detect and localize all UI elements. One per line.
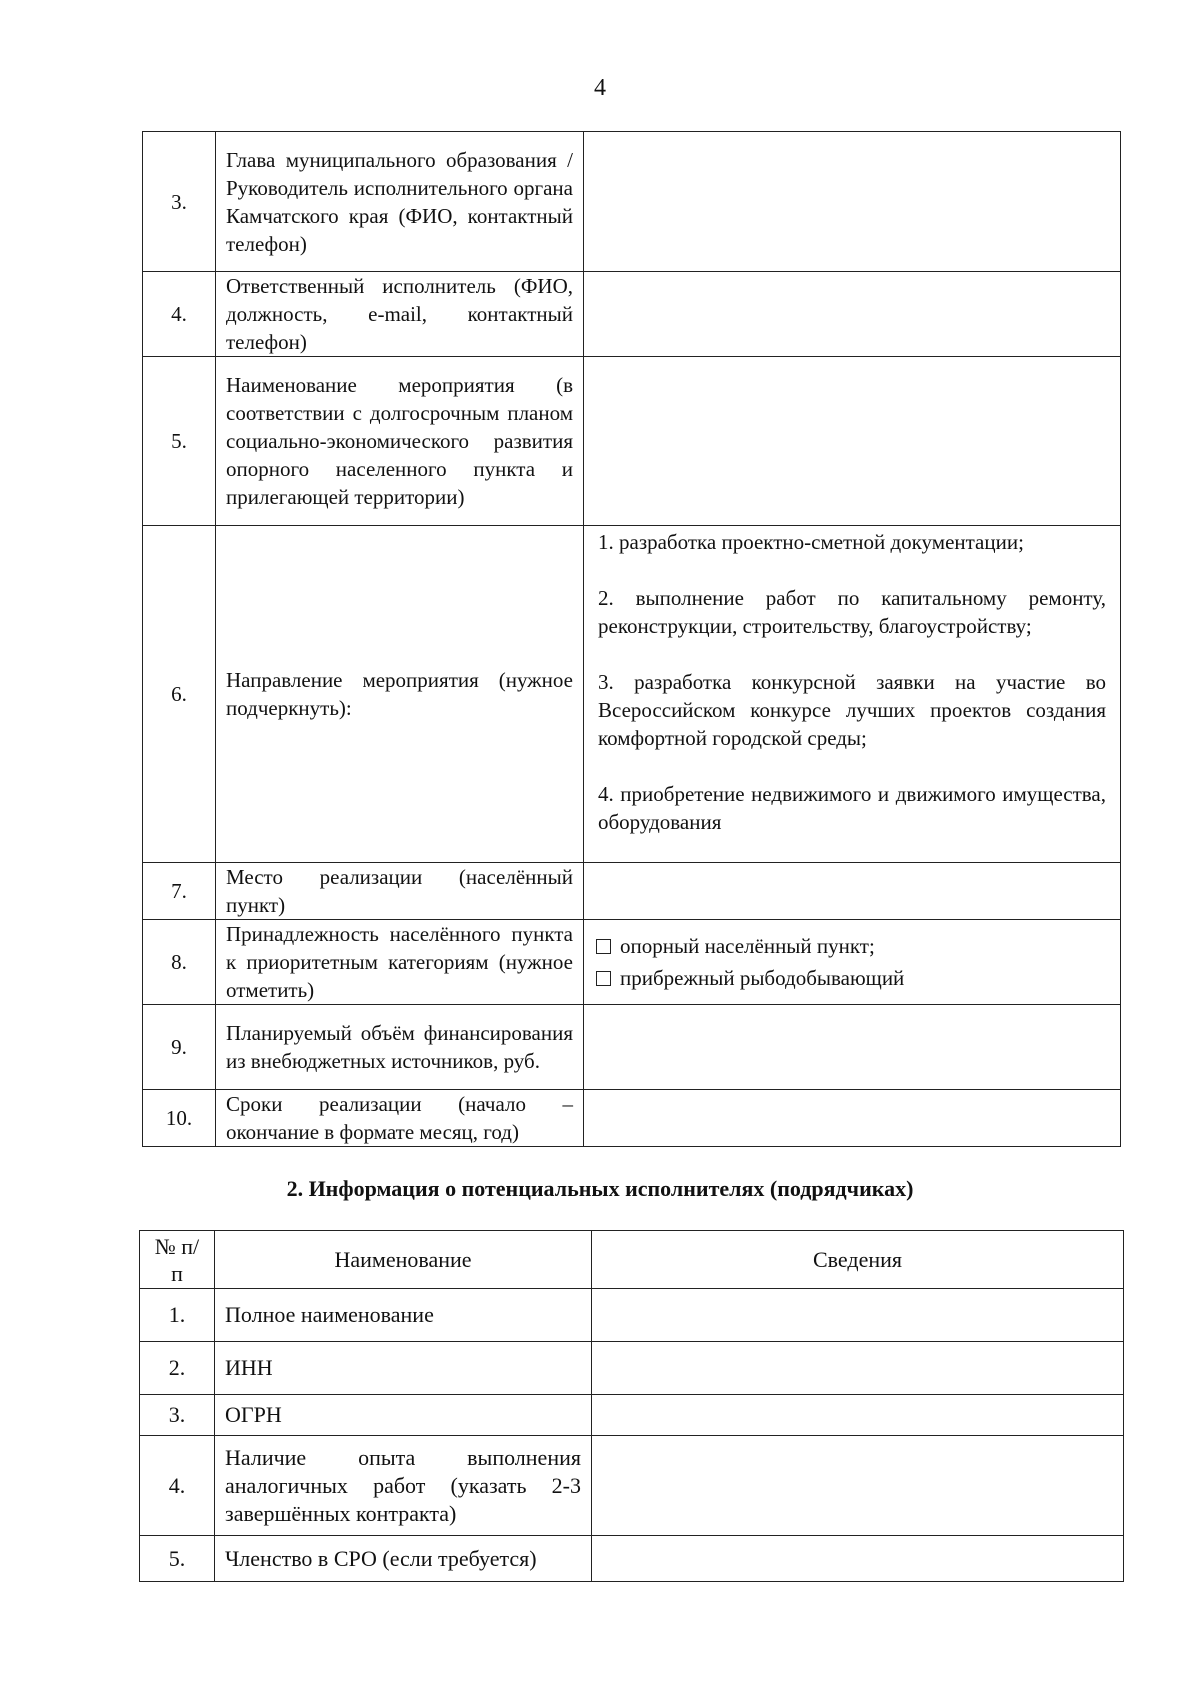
row-number: 9. [143, 1005, 216, 1090]
section-title: 2. Информация о потенциальных исполнителях (подрядчиках) [286, 1176, 914, 1201]
table-row [140, 1342, 1124, 1395]
row-label: Место реализации (населённый пункт) [216, 863, 584, 920]
row-label: ИНН [215, 1342, 592, 1395]
value-cell[interactable] [592, 1289, 1124, 1342]
contractors-table [139, 1230, 1124, 1582]
row-number: 10. [143, 1090, 216, 1147]
table-row [143, 863, 1121, 920]
checkbox-label: опорный населённый пункт; [620, 934, 875, 958]
value-cell[interactable] [584, 863, 1121, 920]
row-number: 3. [143, 132, 216, 272]
value-cell[interactable] [584, 357, 1121, 526]
row-number: 4. [143, 272, 216, 357]
value-cell[interactable] [592, 1436, 1124, 1536]
row-number: 5. [140, 1536, 215, 1582]
row-label: Направление мероприятия (нужное подчеркнуть): [216, 526, 584, 863]
column-header-number: № п/п [140, 1231, 215, 1289]
table-row [143, 526, 1121, 863]
row-number: 4. [140, 1436, 215, 1536]
row-number: 8. [143, 920, 216, 1005]
row-number: 7. [143, 863, 216, 920]
page-number: 4 [594, 75, 606, 101]
value-cell[interactable] [584, 1090, 1121, 1147]
table-row [140, 1536, 1124, 1582]
direction-option[interactable]: 1. разработка проектно-сметной документации; [598, 530, 1024, 554]
column-header-name: Наименование [215, 1231, 592, 1289]
category-checkboxes [584, 920, 1121, 1005]
value-cell[interactable] [592, 1342, 1124, 1395]
value-cell[interactable] [592, 1395, 1124, 1436]
checkbox-label: прибрежный рыбодобывающий [620, 966, 905, 990]
value-cell[interactable] [592, 1536, 1124, 1582]
table-row [143, 132, 1121, 272]
direction-options [584, 526, 1121, 863]
checkbox-option[interactable] [596, 930, 1110, 962]
row-number: 5. [143, 357, 216, 526]
checkbox-icon[interactable] [596, 971, 611, 986]
row-label: Полное наименование [215, 1289, 592, 1342]
application-info-table [142, 131, 1121, 1147]
direction-option[interactable]: 2. выполнение работ по капитальному ремонту, реконструкции, строительству, благоустройству; [598, 586, 1106, 638]
table-row [143, 357, 1121, 526]
table-row [143, 272, 1121, 357]
value-cell[interactable] [584, 1005, 1121, 1090]
table-row [143, 1090, 1121, 1147]
direction-option[interactable]: 3. разработка конкурсной заявки на участие во Всероссийском конкурсе лучших проектов создания комфортной городской среды; [598, 670, 1106, 750]
row-label: ОГРН [215, 1395, 592, 1436]
row-number: 6. [143, 526, 216, 863]
row-label: Принадлежность населённого пункта к приоритетным категориям (нужное отметить) [216, 920, 584, 1005]
row-label: Членство в СРО (если требуется) [215, 1536, 592, 1582]
row-label: Наименование мероприятия (в соответствии с долгосрочным планом социально-экономического развития опорного населенного пункта и прилегающей территории) [216, 357, 584, 526]
column-header-info: Сведения [592, 1231, 1124, 1289]
row-number: 2. [140, 1342, 215, 1395]
row-label: Глава муниципального образования / Руководитель исполнительного органа Камчатского края (ФИО, контактный телефон) [216, 132, 584, 272]
table-row [143, 920, 1121, 1005]
table-row [143, 1005, 1121, 1090]
table-header-row [140, 1231, 1124, 1289]
row-label: Планируемый объём финансирования из внебюджетных источников, руб. [216, 1005, 584, 1090]
table-row [140, 1436, 1124, 1536]
checkbox-icon[interactable] [596, 939, 611, 954]
row-number: 3. [140, 1395, 215, 1436]
row-label: Сроки реализации (начало – окончание в формате месяц, год) [216, 1090, 584, 1147]
value-cell[interactable] [584, 132, 1121, 272]
table-row [140, 1395, 1124, 1436]
direction-option[interactable]: 4. приобретение недвижимого и движимого имущества, оборудования [598, 782, 1106, 834]
row-number: 1. [140, 1289, 215, 1342]
value-cell[interactable] [584, 272, 1121, 357]
row-label: Наличие опыта выполнения аналогичных работ (указать 2-3 завершённых контракта) [215, 1436, 592, 1536]
checkbox-option[interactable] [596, 962, 1110, 994]
table-row [140, 1289, 1124, 1342]
row-label: Ответственный исполнитель (ФИО, должность, e-mail, контактный телефон) [216, 272, 584, 357]
